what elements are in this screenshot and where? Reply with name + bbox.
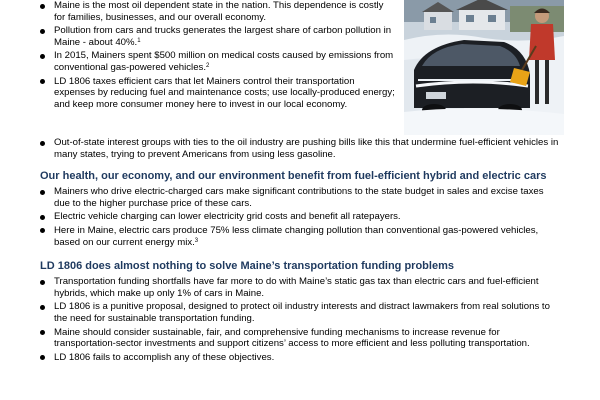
section2-bullet-0-text: Mainers who drive electric-charged cars make significant contributions to the state budget in sales and excise taxes due to the higher purchase price of these cars. — [54, 186, 544, 209]
intro-bullet-4-text: Out-of-state interest groups with ties to the oil industry are pushing bills like this that undermine fuel-efficient vehicles in many states, trying to prevent Americans from using less gasoline. — [54, 137, 559, 160]
intro-bullet-1-text: Pollution from cars and trucks generates the largest share of carbon pollution in Maine - about 40%. — [54, 25, 392, 48]
intro-bullet-4 — [40, 137, 560, 160]
intro-bullet-0-text: Maine is the most oil dependent state in the nation. This dependence is costly for families, businesses, and our overall economy. — [54, 0, 384, 23]
car-photo-illustration — [404, 0, 564, 135]
section3-bullet-0-text: Transportation funding shortfalls have far more to do with Maine’s static gas tax than electric cars and fuel-efficient hybrids, which make up only 1% of cars in Maine. — [54, 276, 539, 299]
intro-bullet-2-text: In 2015, Mainers spent $500 million on medical costs caused by emissions from conventional gas-powered vehicles. — [54, 50, 394, 73]
intro-bullet-3 — [40, 76, 395, 111]
section2-title: Our health, our economy, and our environment benefit from fuel-efficient hybrid and electric cars — [40, 170, 547, 183]
section2-bullet-2-text: Here in Maine, electric cars produce 75% less climate changing pollution than conventional gas-powered vehicles, based on our current energy mix. — [54, 224, 539, 248]
section3-bullet-2-text: Maine should consider sustainable, fair, and comprehensive funding mechanisms to increase revenue for transportation-sector investments and support citizens’ access to more efficient and less polluting transportation. — [54, 326, 530, 350]
intro-bullet-3-text: LD 1806 taxes efficient cars that let Mainers control their transportation expenses by reducing fuel and maintenance costs; use locally-produced energy; and keep more consumer money here to invest in our local economy. — [54, 75, 395, 110]
intro-bullet-0 — [40, 0, 395, 23]
intro-bullet-list — [40, 0, 395, 112]
section3-title: LD 1806 does almost nothing to solve Maine’s transportation funding problems — [40, 260, 454, 273]
section3-bullet-1 — [40, 301, 560, 324]
section2-bullet-1 — [40, 211, 560, 223]
intro-bullet-2-footnote: 2 — [206, 62, 210, 69]
section3-bullet-0 — [40, 276, 560, 299]
section2-bullet-1-text: Electric vehicle charging can lower electricity grid costs and benefit all ratepayers. — [54, 211, 401, 223]
intro-bullet-1 — [40, 25, 395, 48]
intro-bullet-list-continued — [40, 137, 560, 160]
section3-bullet-3-text: LD 1806 fails to accomplish any of these objectives. — [54, 351, 275, 363]
section2-bullet-2-footnote: 3 — [194, 237, 199, 244]
lower-content — [40, 137, 570, 365]
section2-bullet-0 — [40, 186, 560, 209]
intro-bullet-2 — [40, 50, 395, 73]
intro-bullet-1-footnote: 1 — [137, 37, 141, 44]
section2-bullet-list — [40, 186, 560, 248]
section3-bullet-3 — [40, 352, 560, 364]
car-photo — [404, 0, 564, 135]
section2-bullet-2 — [40, 225, 560, 248]
section3-bullet-1-text: LD 1806 is a punitive proposal, designed to protect oil industry interests and distract lawmakers from real solutions to the need for sustainable transportation funding. — [54, 301, 550, 324]
section3-bullet-2 — [40, 327, 560, 350]
section3-bullet-list — [40, 276, 560, 363]
